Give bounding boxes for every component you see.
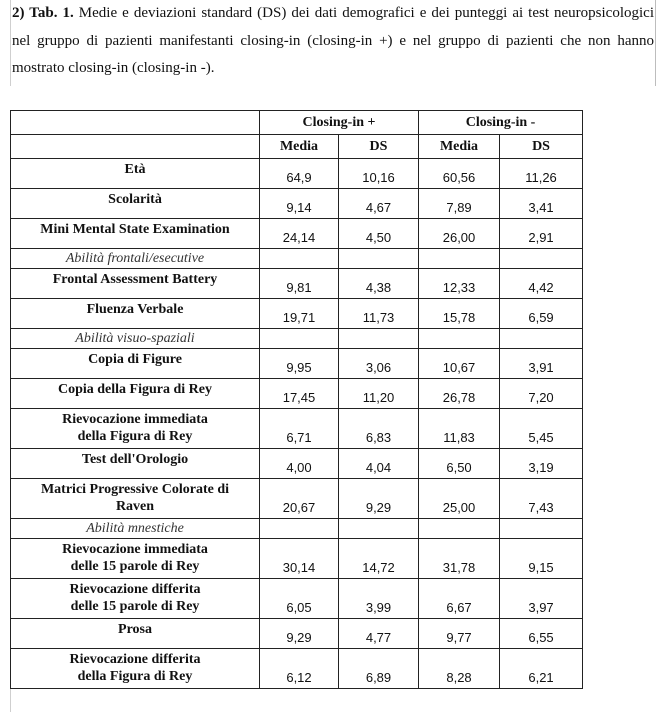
value-media-minus: 25,00 <box>419 479 500 519</box>
value-media-minus: 9,77 <box>419 619 500 649</box>
value-media-plus: 9,95 <box>260 349 339 379</box>
caption-number: 2) Tab. 1. <box>12 5 74 21</box>
value-ds-plus: 11,73 <box>339 299 419 329</box>
value-ds-minus: 3,41 <box>500 189 583 219</box>
row-label: Copia di Figure <box>11 349 260 379</box>
value-media-minus: 8,28 <box>419 649 500 689</box>
value-media-minus: 12,33 <box>419 269 500 299</box>
table-row <box>11 649 583 689</box>
value-ds-plus: 4,38 <box>339 269 419 299</box>
section-row <box>11 329 583 349</box>
section-row <box>11 519 583 539</box>
value-media-minus: 7,89 <box>419 189 500 219</box>
group-header-closing-in-minus: Closing-in - <box>419 111 583 135</box>
section-label: Abilità frontali/esecutive <box>11 249 260 269</box>
value-media-plus: 20,67 <box>260 479 339 519</box>
sub-header-media: Media <box>419 135 500 159</box>
value-media-plus: 9,29 <box>260 619 339 649</box>
value-ds-plus: 6,89 <box>339 649 419 689</box>
sub-header-ds: DS <box>500 135 583 159</box>
value-ds-minus: 4,42 <box>500 269 583 299</box>
empty-cell <box>419 519 500 539</box>
empty-cell <box>339 329 419 349</box>
value-media-plus: 64,9 <box>260 159 339 189</box>
value-media-minus: 10,67 <box>419 349 500 379</box>
empty-cell <box>260 249 339 269</box>
group-header-closing-in-plus: Closing-in + <box>260 111 419 135</box>
empty-cell <box>339 249 419 269</box>
value-ds-plus: 10,16 <box>339 159 419 189</box>
value-media-minus: 26,78 <box>419 379 500 409</box>
table-row <box>11 539 583 579</box>
value-media-plus: 19,71 <box>260 299 339 329</box>
value-media-plus: 6,05 <box>260 579 339 619</box>
empty-cell <box>419 249 500 269</box>
row-label: Rievocazione differita della Figura di Rey <box>11 649 260 689</box>
margin-line <box>10 0 11 86</box>
value-ds-plus: 4,67 <box>339 189 419 219</box>
table-row <box>11 619 583 649</box>
value-media-minus: 31,78 <box>419 539 500 579</box>
table-row <box>11 349 583 379</box>
table-caption <box>12 0 654 83</box>
empty-cell <box>260 519 339 539</box>
empty-cell <box>419 329 500 349</box>
value-ds-minus: 3,19 <box>500 449 583 479</box>
table-row <box>11 299 583 329</box>
results-table <box>10 110 583 689</box>
sub-header-media: Media <box>260 135 339 159</box>
value-ds-plus: 4,04 <box>339 449 419 479</box>
group-header-row <box>11 111 583 135</box>
empty-corner-cell <box>11 111 260 135</box>
page-edge-line <box>655 0 656 86</box>
table-row <box>11 379 583 409</box>
empty-cell <box>500 329 583 349</box>
table-row <box>11 219 583 249</box>
value-ds-minus: 3,97 <box>500 579 583 619</box>
value-media-minus: 6,67 <box>419 579 500 619</box>
sub-header-row <box>11 135 583 159</box>
row-label: Rievocazione differita delle 15 parole di Rey <box>11 579 260 619</box>
value-ds-plus: 9,29 <box>339 479 419 519</box>
table-row <box>11 479 583 519</box>
value-ds-plus: 3,06 <box>339 349 419 379</box>
value-ds-plus: 6,83 <box>339 409 419 449</box>
section-row <box>11 249 583 269</box>
table-row <box>11 409 583 449</box>
row-label: Mini Mental State Examination <box>11 219 260 249</box>
row-label: Matrici Progressive Colorate di Raven <box>11 479 260 519</box>
sub-header-ds: DS <box>339 135 419 159</box>
value-ds-minus: 3,91 <box>500 349 583 379</box>
value-ds-plus: 4,50 <box>339 219 419 249</box>
value-ds-minus: 6,21 <box>500 649 583 689</box>
row-label: Copia della Figura di Rey <box>11 379 260 409</box>
value-media-minus: 6,50 <box>419 449 500 479</box>
row-label: Prosa <box>11 619 260 649</box>
value-media-plus: 4,00 <box>260 449 339 479</box>
value-ds-plus: 11,20 <box>339 379 419 409</box>
value-media-plus: 17,45 <box>260 379 339 409</box>
row-label: Rievocazione immediata delle 15 parole di Rey <box>11 539 260 579</box>
table-row <box>11 269 583 299</box>
value-media-minus: 15,78 <box>419 299 500 329</box>
value-ds-minus: 9,15 <box>500 539 583 579</box>
row-label: Test dell'Orologio <box>11 449 260 479</box>
value-media-minus: 60,56 <box>419 159 500 189</box>
row-label: Frontal Assessment Battery <box>11 269 260 299</box>
empty-cell <box>260 329 339 349</box>
caption-text: Medie e deviazioni standard (DS) dei dati demografici e dei punteggi ai test neuropsicologici nel gruppo di pazienti manifestanti closing-in (closing-in +) e nel gruppo di pazienti che non hanno mostrato closing-in (closing-in -). <box>12 5 655 76</box>
value-ds-minus: 7,43 <box>500 479 583 519</box>
empty-cell <box>339 519 419 539</box>
section-label: Abilità mnestiche <box>11 519 260 539</box>
value-media-plus: 6,12 <box>260 649 339 689</box>
value-media-minus: 26,00 <box>419 219 500 249</box>
empty-cell <box>500 249 583 269</box>
table-row <box>11 579 583 619</box>
value-ds-plus: 3,99 <box>339 579 419 619</box>
table-row <box>11 189 583 219</box>
value-media-minus: 11,83 <box>419 409 500 449</box>
value-ds-minus: 6,55 <box>500 619 583 649</box>
row-label: Fluenza Verbale <box>11 299 260 329</box>
value-media-plus: 9,14 <box>260 189 339 219</box>
value-ds-minus: 6,59 <box>500 299 583 329</box>
empty-corner-cell <box>11 135 260 159</box>
value-ds-minus: 7,20 <box>500 379 583 409</box>
section-label: Abilità visuo-spaziali <box>11 329 260 349</box>
value-media-plus: 9,81 <box>260 269 339 299</box>
value-ds-plus: 14,72 <box>339 539 419 579</box>
value-ds-plus: 4,77 <box>339 619 419 649</box>
value-ds-minus: 5,45 <box>500 409 583 449</box>
value-media-plus: 30,14 <box>260 539 339 579</box>
row-label: Rievocazione immediata della Figura di Rey <box>11 409 260 449</box>
value-ds-minus: 2,91 <box>500 219 583 249</box>
empty-cell <box>500 519 583 539</box>
table-row <box>11 449 583 479</box>
value-ds-minus: 11,26 <box>500 159 583 189</box>
row-label: Scolarità <box>11 189 260 219</box>
value-media-plus: 6,71 <box>260 409 339 449</box>
value-media-plus: 24,14 <box>260 219 339 249</box>
row-label: Età <box>11 159 260 189</box>
table-row <box>11 159 583 189</box>
